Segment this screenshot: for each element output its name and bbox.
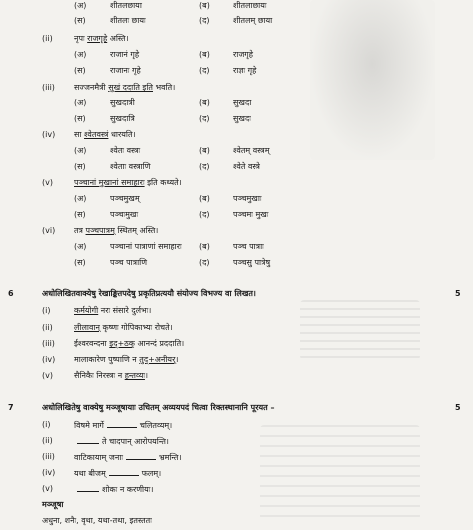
option-text: शीतलम् छाया (233, 16, 273, 25)
sub-question-number: (ii) (42, 323, 53, 332)
option-label: (ब) (199, 1, 210, 10)
option-text: पञ्चमुखम् (110, 194, 140, 203)
sub-question-number: (i) (42, 306, 51, 315)
sub-question-number: (iv) (42, 130, 56, 139)
option-text: पञ्च पात्राणि (110, 258, 148, 267)
sub-question-text: यथा बीजम् फलम्। (74, 469, 162, 478)
sub-question-text: कर्मयोगी नरः संसारे दुर्लभः। (74, 306, 152, 315)
sub-question-text: सा श्वेतवस्त्रं धारयति। (74, 130, 136, 139)
option-text: राजगृहे (233, 50, 254, 59)
option-text: श्वेताः वस्त्राणि (110, 162, 151, 171)
option-text: सुखदः (233, 114, 251, 123)
sub-question-text: तत्र पञ्चपात्रम् स्थितम् अस्ति। (74, 226, 159, 235)
option-label: (द) (199, 16, 210, 25)
option-text: पञ्चसु पात्रेषु (233, 258, 271, 267)
sub-question-text: मालाकारेण पुष्पाणि न तुद्+अनीयर्। (74, 355, 179, 364)
sub-question-number: (iii) (42, 339, 55, 348)
option-text: श्वेतः वस्त्रः (110, 146, 141, 155)
sub-question-number: (i) (42, 420, 51, 429)
answer-blank (77, 484, 99, 492)
option-label: (द) (199, 210, 210, 219)
sub-question-text: ईश्वरवन्दना इद्+ठक् आनन्दं प्रददाति। (74, 339, 185, 348)
sub-question-number: (iv) (42, 355, 56, 364)
option-text: राज्ञः गृहे (233, 66, 257, 75)
answer-blank (126, 452, 156, 460)
option-text: पञ्चःमुखः (110, 210, 139, 219)
question-heading: अधोलिखितवाक्येषु रेखाङ्कितपदेषु प्रकृतिप्रत्ययौ संयोज्य विभज्य वा लिखत। (42, 289, 256, 298)
sub-question-number: (ii) (42, 34, 53, 43)
sub-question-number: (iii) (42, 83, 55, 92)
option-label: (अ) (74, 1, 87, 10)
option-text: सुखदात्री (110, 98, 135, 107)
faded-bleed-through-list (260, 425, 420, 520)
sub-question-number: (iv) (42, 468, 56, 477)
sub-question-text: सज्जनमैत्री सुखं ददाति इति भवति। (74, 83, 176, 92)
question-number: 7 (8, 403, 14, 412)
option-text: शीतलाछायः (233, 1, 267, 10)
option-label: (अ) (74, 146, 87, 155)
option-label: (स) (74, 114, 86, 123)
answer-blank (109, 468, 139, 476)
question-number: 6 (8, 289, 14, 298)
sub-question-number: (v) (42, 178, 53, 187)
option-label: (ब) (199, 50, 210, 59)
option-text: राजानः गृहे (110, 66, 141, 75)
option-label: (ब) (199, 194, 210, 203)
option-label: (ब) (199, 98, 210, 107)
option-text: पञ्चमुखाः (233, 194, 262, 203)
word-box-words: अधुना, शनैः, वृथा, यथा-तथा, इतस्ततः (42, 516, 152, 525)
question-marks: 5 (455, 289, 461, 298)
option-label: (स) (74, 210, 86, 219)
sub-question-text: वाटिकायाम् जनाः भ्रमन्ति। (74, 453, 182, 462)
sub-question-text: पञ्चानां मुखानां समाहारः इति कथ्यते। (74, 178, 182, 187)
answer-blank (107, 420, 137, 428)
option-text: श्वेतम् वस्त्रम् (233, 146, 270, 155)
option-text: राजानं गृहे (110, 50, 140, 59)
option-label: (स) (74, 258, 86, 267)
option-text: पञ्चानां पात्राणां समाहारः (110, 242, 182, 251)
option-label: (द) (199, 114, 210, 123)
option-text: शीतलछाया (110, 1, 142, 10)
option-label: (स) (74, 16, 86, 25)
option-text: श्वेते वस्त्रे (233, 162, 260, 171)
option-label: (ब) (199, 242, 210, 251)
sub-question-number: (vi) (42, 226, 56, 235)
sub-question-text: शोकः न करणीयः। (74, 484, 153, 495)
option-text: पञ्च पात्राः (233, 242, 264, 251)
sub-question-number: (ii) (42, 436, 53, 445)
option-label: (अ) (74, 242, 87, 251)
sub-question-number: (v) (42, 371, 53, 380)
option-label: (अ) (74, 194, 87, 203)
sub-question-number: (v) (42, 484, 53, 493)
sub-question-number: (iii) (42, 452, 55, 461)
sub-question-text: सैनिकैः निरस्त्रः न हन्तव्यः। (74, 371, 148, 380)
option-label: (स) (74, 66, 86, 75)
sub-question-text: नृपः राजगृहे अस्ति। (74, 34, 129, 43)
question-marks: 5 (455, 403, 461, 412)
sub-question-text: विषमे मार्गे चलितव्यम्। (74, 421, 173, 430)
sub-question-text: लीलावान् कृष्णः गोपिकाभ्यः रोचते। (74, 323, 173, 332)
option-text: सुखदा (233, 98, 252, 107)
question-heading: अधोलिखितेषु वाक्येषु मञ्जूषायाः उचितम् अव्ययपदं चित्वा रिक्तस्थानानि पूरयत – (42, 403, 275, 412)
option-label: (द) (199, 162, 210, 171)
option-label: (द) (199, 66, 210, 75)
answer-blank (77, 436, 99, 444)
option-label: (ब) (199, 146, 210, 155)
option-label: (द) (199, 258, 210, 267)
word-box-title: मञ्जूषा (42, 500, 64, 509)
option-text: पञ्चमः मुखः (233, 210, 269, 219)
option-text: शीतलः छायः (110, 16, 146, 25)
faded-illustration (310, 0, 435, 160)
option-text: सुखदात्रि (110, 114, 135, 123)
faded-bleed-through-text (300, 300, 420, 360)
option-label: (अ) (74, 50, 87, 59)
sub-question-text: ते चादपान् आरोपयन्ति। (74, 436, 169, 447)
option-label: (स) (74, 162, 86, 171)
option-label: (अ) (74, 98, 87, 107)
